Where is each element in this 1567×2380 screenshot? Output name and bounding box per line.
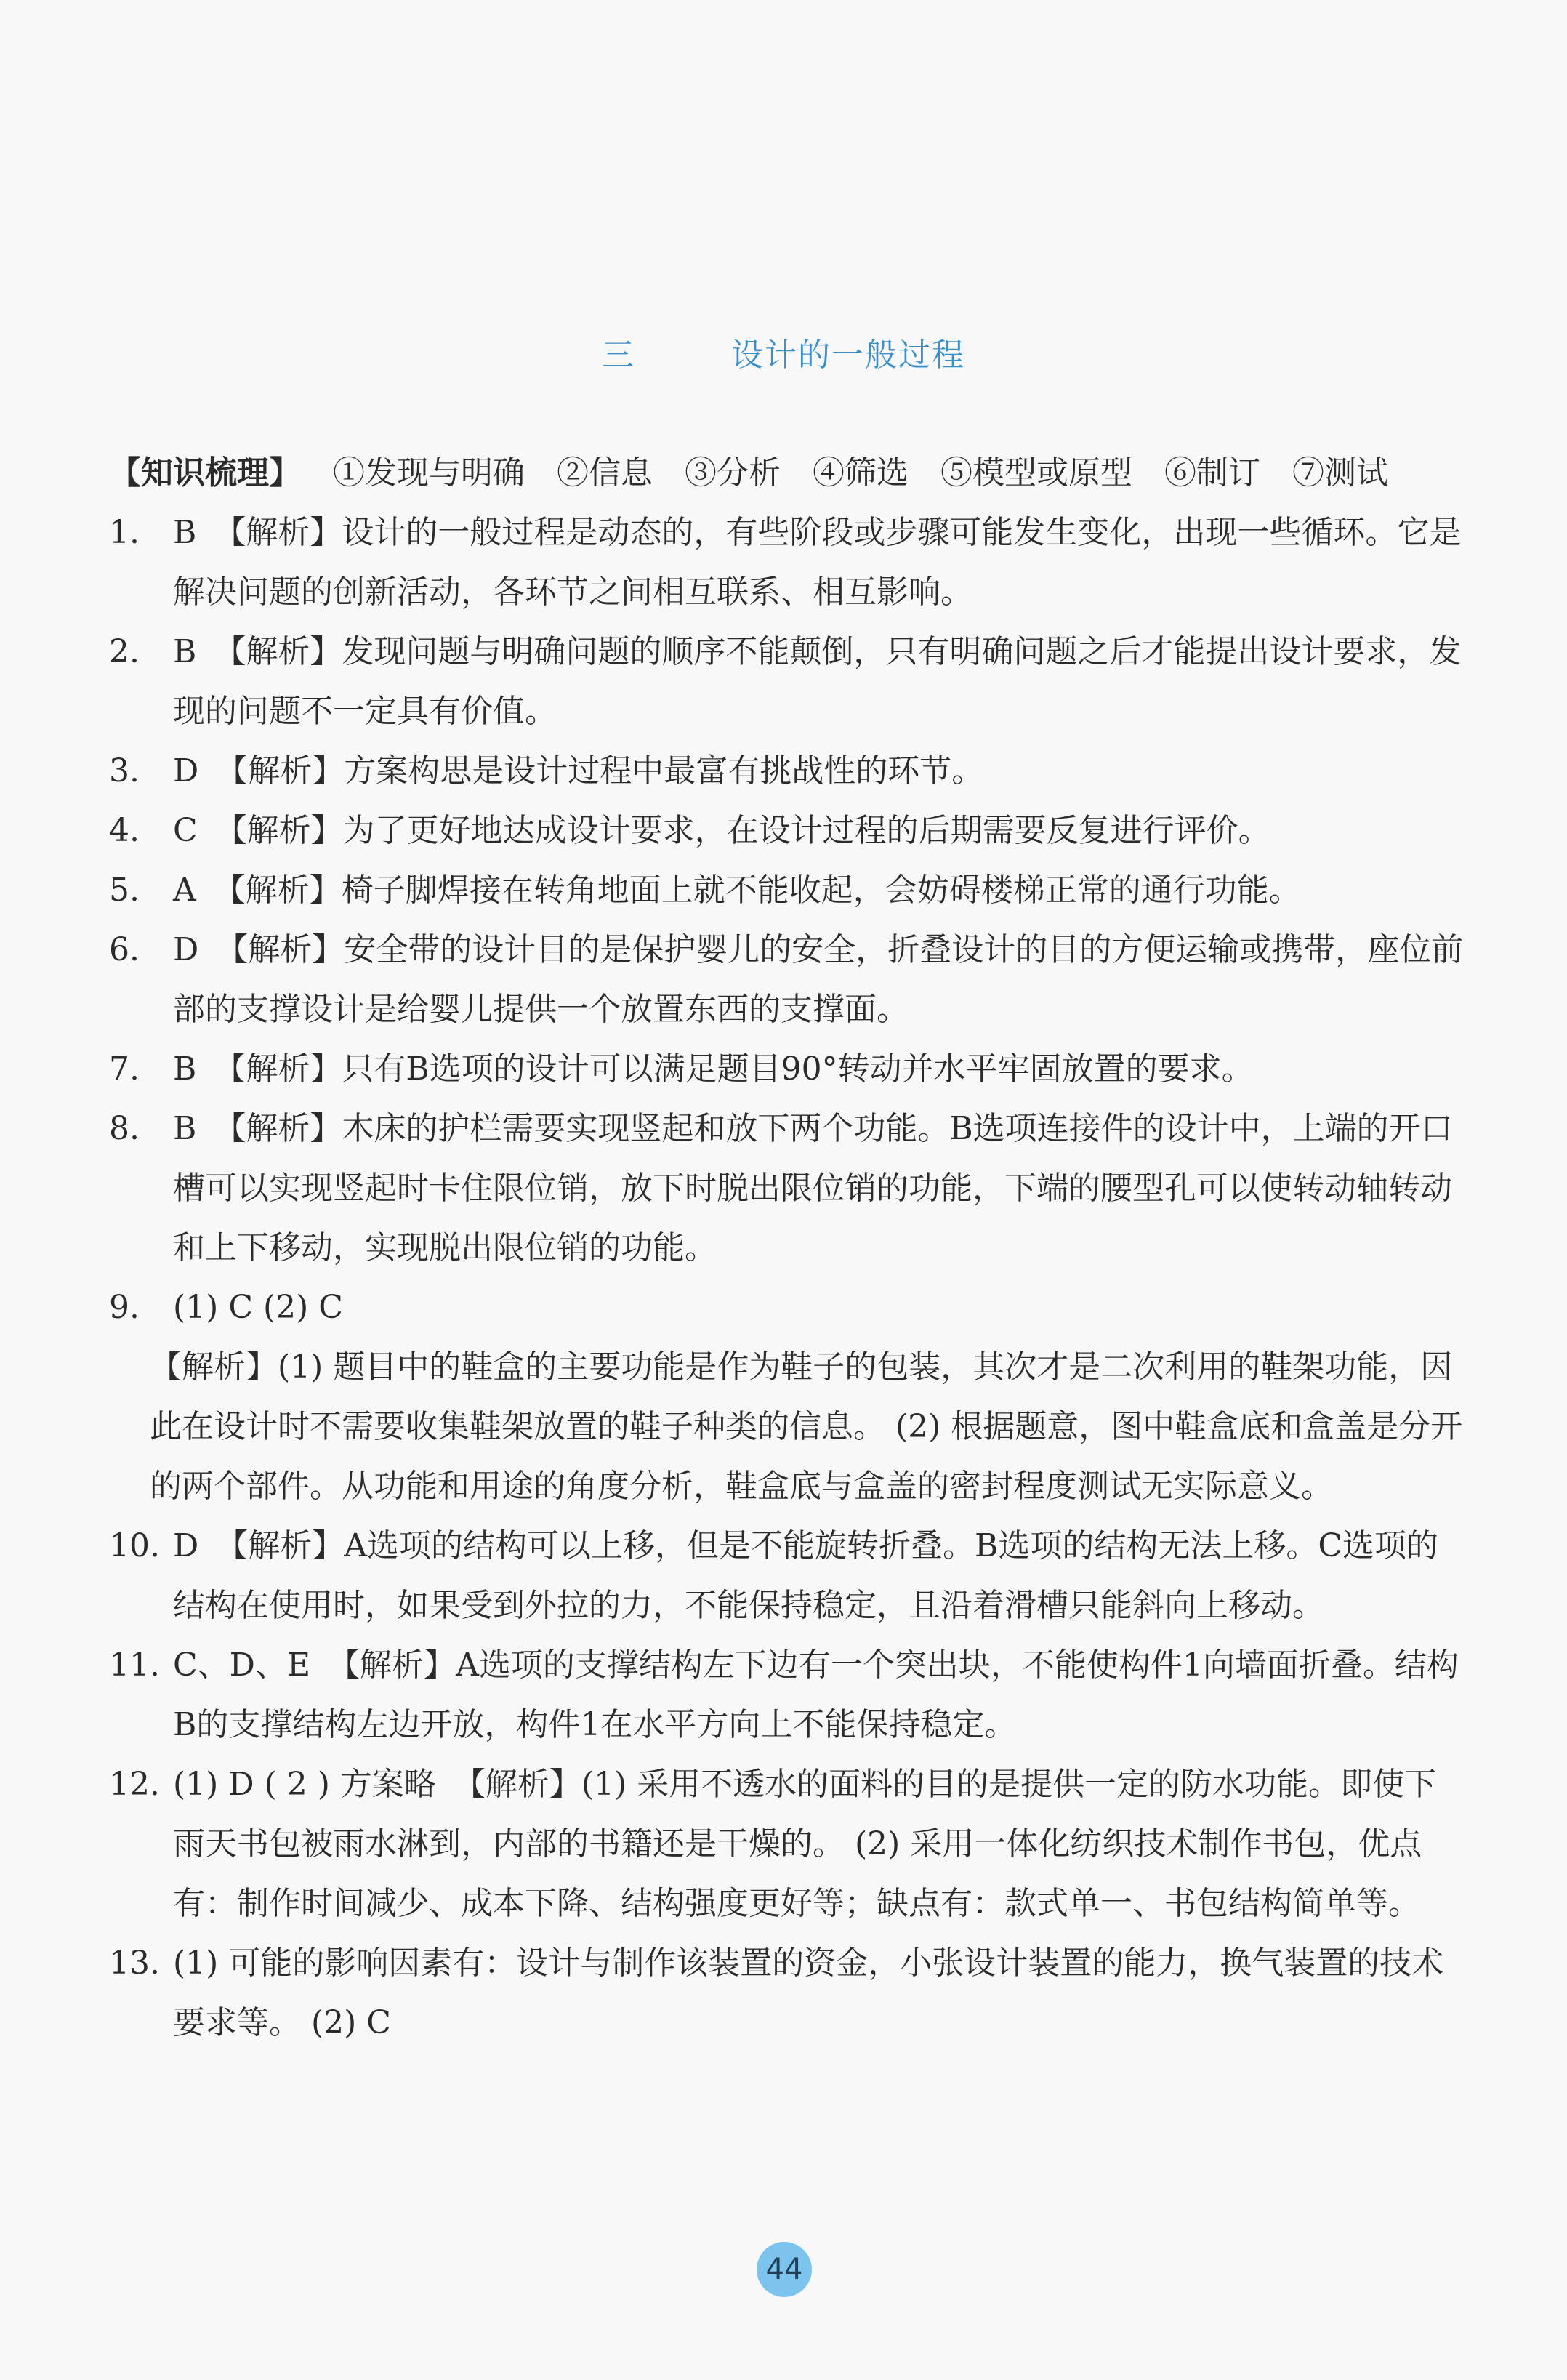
answer-choice: B bbox=[173, 1050, 197, 1088]
question-number: 6. bbox=[109, 931, 140, 968]
answer-item bbox=[109, 1040, 1465, 1099]
question-number: 2. bbox=[109, 633, 140, 670]
answer-item bbox=[109, 1636, 1465, 1755]
answer-item bbox=[109, 920, 1465, 1040]
answer-choice: D bbox=[173, 1527, 199, 1564]
explanation-text: (1) 采用不透水的面料的目的是提供一定的防水功能。即使下雨天书包被雨水淋到，内部的书籍还是干燥的。 (2) 采用一体化纺织技术制作书包，优点有：制作时间减少、成本下降、结构强度更好等；缺点有：款式单一、书包结构简单等。 bbox=[173, 1766, 1437, 1922]
explanation-text: 发现问题与明确问题的顺序不能颠倒，只有明确问题之后才能提出设计要求，发现的问题不一定具有价值。 bbox=[173, 633, 1462, 730]
explanation-tag: 【解析】 bbox=[213, 872, 342, 909]
section-title: 三 设计的一般过程 bbox=[602, 337, 965, 374]
answer-item bbox=[109, 1516, 1465, 1636]
explanation-text: 设计的一般过程是动态的，有些阶段或步骤可能发生变化，出现一些循环。它是解决问题的创新活动，各环节之间相互联系、相互影响。 bbox=[173, 514, 1462, 611]
question-number: 7. bbox=[109, 1050, 140, 1088]
explanation-tag: 【解析】 bbox=[214, 633, 342, 670]
question-number: 9. bbox=[109, 1289, 140, 1326]
explanation-text: 方案构思是设计过程中最富有挑战性的环节。 bbox=[344, 752, 984, 789]
question-number: 12. bbox=[109, 1766, 160, 1803]
explanation-tag: 【解析】 bbox=[214, 1110, 342, 1147]
knowledge-item: ②信息 bbox=[557, 454, 653, 491]
question-number: 13. bbox=[109, 1945, 160, 1982]
knowledge-item: ③分析 bbox=[685, 454, 781, 491]
question-number: 4. bbox=[109, 812, 140, 849]
question-number: 3. bbox=[109, 752, 140, 789]
answer-choice: (1) C (2) C bbox=[173, 1289, 343, 1326]
answer-item bbox=[109, 1934, 1465, 2053]
answer-item bbox=[109, 1278, 1465, 1338]
explanation-text: A选项的支撑结构左下边有一个突出块，不能使构件1向墙面折叠。结构B的支撑结构左边开放，构件1在水平方向上不能保持稳定。 bbox=[173, 1647, 1459, 1743]
explanation-text: 椅子脚焊接在转角地面上就不能收起，会妨碍楼梯正常的通行功能。 bbox=[341, 872, 1301, 909]
answer-choice: B bbox=[173, 514, 197, 551]
question-number: 5. bbox=[109, 872, 140, 909]
page-number: 44 bbox=[757, 2242, 812, 2297]
explanation-text: (1) 可能的影响因素有：设计与制作该装置的资金，小张设计装置的能力，换气装置的技术要求等。 (2) C bbox=[173, 1945, 1444, 2041]
knowledge-summary bbox=[109, 443, 1465, 503]
answer-choice: B bbox=[173, 633, 197, 670]
explanation-tag: 【解析】 bbox=[328, 1647, 456, 1684]
answer-item bbox=[109, 861, 1465, 920]
explanation-tag: 【解析】 bbox=[214, 1050, 342, 1088]
q9-explanation bbox=[109, 1338, 1465, 1516]
question-number: 11. bbox=[109, 1647, 160, 1684]
question-number: 10. bbox=[109, 1527, 160, 1564]
answer-item bbox=[109, 801, 1465, 861]
explanation-text: 只有B选项的设计可以满足题目90°转动并水平牢固放置的要求。 bbox=[342, 1050, 1254, 1088]
explanation-tag: 【解析】 bbox=[214, 514, 342, 551]
answer-choice: D bbox=[173, 752, 199, 789]
answer-item bbox=[109, 741, 1465, 801]
answer-item bbox=[109, 1099, 1465, 1278]
answer-choice: A bbox=[173, 872, 196, 909]
answer-item bbox=[109, 1755, 1465, 1934]
knowledge-item: ①发现与明确 bbox=[333, 454, 525, 491]
answer-choice: (1) D ( 2 ) 方案略 bbox=[173, 1766, 436, 1803]
answer-item bbox=[109, 622, 1465, 741]
explanation-tag: 【解析】 bbox=[214, 812, 343, 849]
explanation-tag: 【解析】 bbox=[216, 752, 345, 789]
knowledge-item: ⑦测试 bbox=[1292, 454, 1388, 491]
explanation-tag: 【解析】 bbox=[453, 1766, 581, 1803]
explanation-text: 安全带的设计目的是保护婴儿的安全，折叠设计的目的方便运输或携带，座位前部的支撑设计是给婴儿提供一个放置东西的支撑面。 bbox=[173, 931, 1464, 1028]
knowledge-item: ⑤模型或原型 bbox=[940, 454, 1132, 491]
answer-content bbox=[109, 443, 1465, 2053]
answer-item bbox=[109, 503, 1465, 622]
explanation-text: (1) 题目中的鞋盒的主要功能是作为鞋子的包装，其次才是二次利用的鞋架功能，因此在设计时不需要收集鞋架放置的鞋子种类的信息。 (2) 根据题意，图中鞋盒底和盒盖是分开的两个部件。从功能和用途的角度分析，鞋盒底与盒盖的密封程度测试无实际意义。 bbox=[150, 1348, 1463, 1505]
answer-choice: B bbox=[173, 1110, 197, 1147]
answer-choice: C bbox=[173, 812, 198, 849]
explanation-text: A选项的结构可以上移，但是不能旋转折叠。B选项的结构无法上移。C选项的结构在使用时，如果受到外拉的力，不能保持稳定，且沿着滑槽只能斜向上移动。 bbox=[173, 1527, 1439, 1624]
explanation-text: 木床的护栏需要实现竖起和放下两个功能。B选项连接件的设计中，上端的开口槽可以实现竖起时卡住限位销，放下时脱出限位销的功能，下端的腰型孔可以使转动轴转动和上下移动，实现脱出限位销的功能。 bbox=[173, 1110, 1453, 1266]
explanation-tag: 【解析】 bbox=[150, 1348, 278, 1386]
explanation-tag: 【解析】 bbox=[216, 931, 345, 968]
question-number: 8. bbox=[109, 1110, 140, 1147]
knowledge-item: ④筛选 bbox=[813, 454, 909, 491]
knowledge-item: ⑥制订 bbox=[1164, 454, 1260, 491]
explanation-tag: 【解析】 bbox=[216, 1527, 345, 1564]
answer-choice: D bbox=[173, 931, 199, 968]
question-number: 1. bbox=[109, 514, 140, 551]
explanation-text: 为了更好地达成设计要求，在设计过程的后期需要反复进行评价。 bbox=[342, 812, 1270, 849]
knowledge-label: 【知识梳理】 bbox=[109, 454, 301, 491]
answer-choice: C、D、E bbox=[173, 1647, 311, 1684]
